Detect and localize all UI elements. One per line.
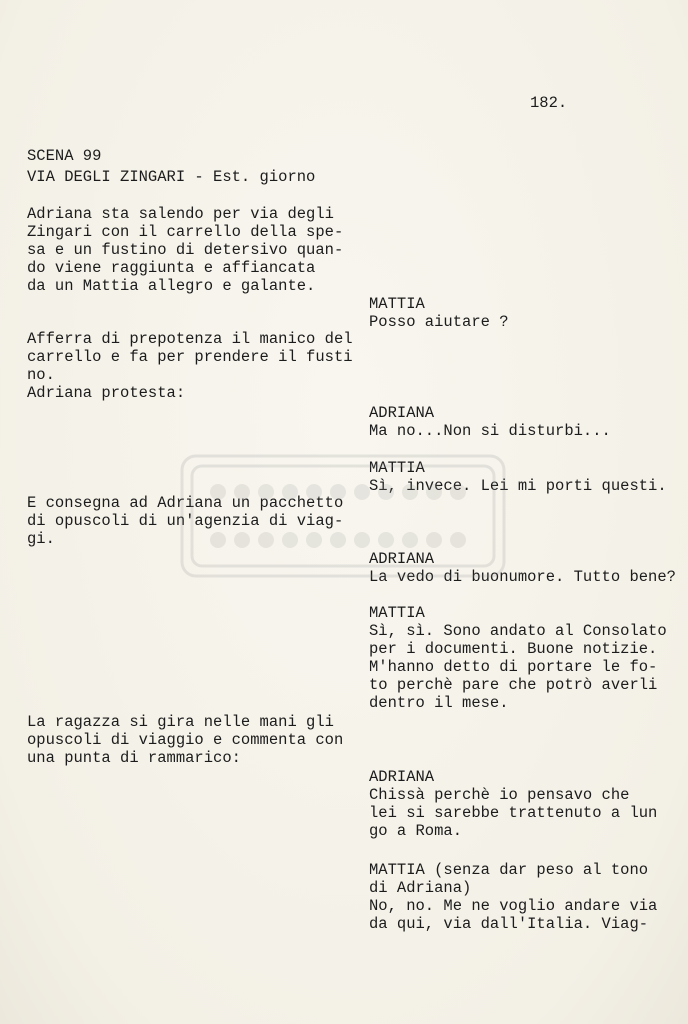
action-line: La ragazza si gira nelle mani gli [27,713,334,731]
action-line: una punta di rammarico: [27,749,241,767]
dialogue-line: di Adriana) [369,879,472,897]
dialogue-line: La vedo di buonumore. Tutto bene? [369,568,676,586]
action-line: carrello e fa per prendere il fusti [27,348,353,366]
action-line: sa e un fustino di detersivo quan- [27,241,344,259]
action-line: Afferra di prepotenza il manico del [27,330,353,348]
dialogue-line: Sì, invece. Lei mi porti questi. [369,477,667,495]
dialogue-line: dentro il mese. [369,694,509,712]
dialogue-line: No, no. Me ne voglio andare via [369,897,658,915]
speaker-name: MATTIA (senza dar peso al tono [369,861,649,879]
dialogue-line: Chissà perchè io pensavo che [369,786,630,804]
dialogue-line: Ma no...Non si disturbi... [369,422,611,440]
action-line: Adriana sta salendo per via degli [27,205,334,223]
speaker-name: MATTIA [369,459,425,477]
page-number: 182. [530,94,568,112]
action-line: di opuscoli di un'agenzia di viag- [27,512,344,530]
speaker-name: ADRIANA [369,768,435,786]
action-line: gi. [27,530,55,548]
action-line: Adriana protesta: [27,384,186,402]
dialogue-line: Sì, sì. Sono andato al Consolato [369,622,667,640]
speaker-name: MATTIA [369,295,425,313]
speaker-name: ADRIANA [369,550,435,568]
dialogue-line: lei si sarebbe trattenuto a lun [369,804,658,822]
speaker-name: ADRIANA [369,404,435,422]
action-line: da un Mattia allegro e galante. [27,277,316,295]
dialogue-mattia-3 [369,604,667,712]
watermark-stamp [178,452,508,580]
dialogue-line: per i documenti. Buone notizie. [369,640,658,658]
dialogue-line: M'hanno detto di portare le fo- [369,658,658,676]
action-line: do viene raggiunta e affiancata [27,259,316,277]
dialogue-adriana-3 [369,768,657,840]
dialogue-adriana-1 [369,404,611,440]
speaker-name: MATTIA [369,604,425,622]
action-line: opuscoli di viaggio e commenta con [27,731,344,749]
dialogue-mattia-1 [369,295,509,331]
action-line: Zingari con il carrello della spe- [27,223,344,241]
action-block-2 [27,330,353,402]
dialogue-mattia-4 [369,861,657,933]
action-block-1 [27,205,343,295]
dialogue-line: da qui, via dall'Italia. Viag- [369,915,649,933]
scene-location: VIA DEGLI ZINGARI - Est. giorno [27,168,316,186]
dialogue-line: Posso aiutare ? [369,313,509,331]
dialogue-line: go a Roma. [369,822,463,840]
action-line: E consegna ad Adriana un pacchetto [27,494,344,512]
action-line: no. [27,366,55,384]
action-block-4 [27,713,343,767]
dialogue-line: to perchè pare che potrò averli [369,676,658,694]
scene-number: SCENA 99 [27,147,102,165]
